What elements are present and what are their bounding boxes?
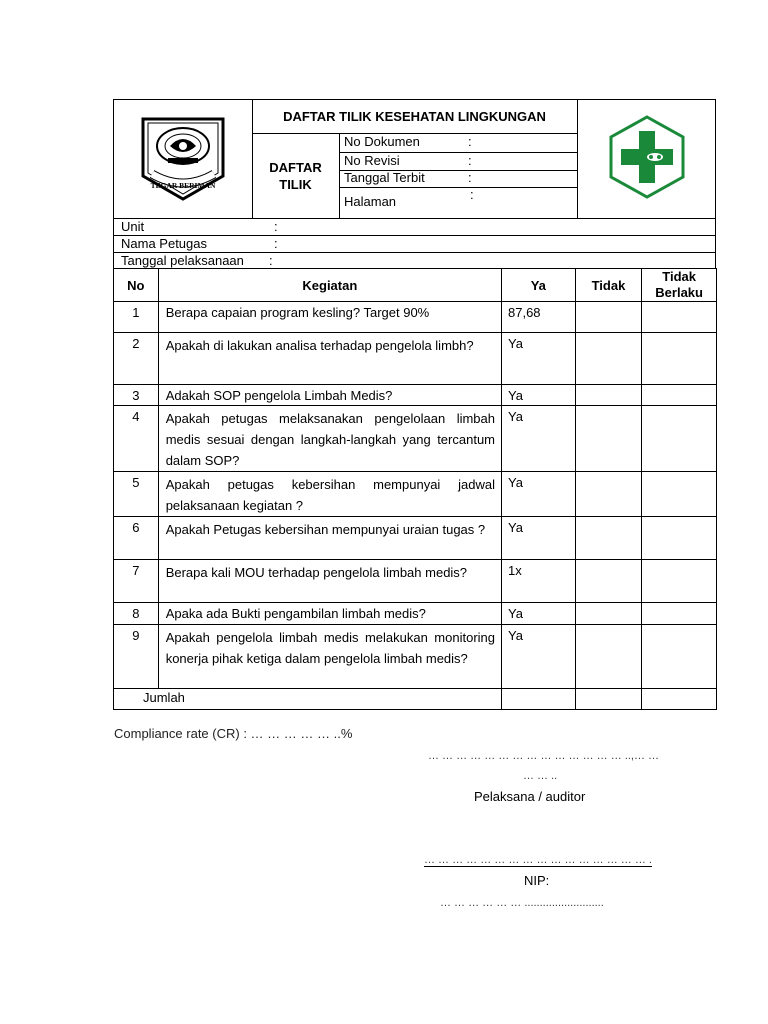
row-no: 4 xyxy=(132,409,140,424)
row-ya: 87,68 xyxy=(508,305,541,320)
table-row xyxy=(114,603,717,625)
meta-colon: : xyxy=(468,170,472,185)
row-kegiatan: Berapa capaian program kesling? Target 90% xyxy=(165,305,430,320)
row-no: 2 xyxy=(132,336,140,351)
row-no: 3 xyxy=(132,388,140,403)
row-tidak-cell[interactable] xyxy=(575,385,642,406)
row-tidak-berlaku-cell[interactable] xyxy=(642,385,717,406)
document-meta xyxy=(340,134,577,218)
svg-text:TEGAR BERIMAN: TEGAR BERIMAN xyxy=(150,181,216,190)
jumlah-tidak-berlaku-cell[interactable] xyxy=(642,689,717,710)
meta-label: Tanggal Terbit xyxy=(344,170,425,185)
row-kegiatan: Berapa kali MOU terhadap pengelola limbah medis? xyxy=(165,565,468,580)
row-tidak-cell[interactable] xyxy=(575,625,642,689)
table-header-row xyxy=(114,269,717,302)
row-tidak-berlaku-cell[interactable] xyxy=(642,625,717,689)
health-logo-cell xyxy=(577,100,715,218)
table-row xyxy=(114,333,717,385)
row-tidak-cell[interactable] xyxy=(575,472,642,517)
date-dots-line-2: … … .. xyxy=(523,770,558,782)
header-tidak-berlaku-line2: Berlaku xyxy=(655,285,703,300)
daftar-tilik-label xyxy=(252,134,340,218)
info-nama-petugas xyxy=(113,236,716,253)
jumlah-label: Jumlah xyxy=(143,690,185,705)
table-row xyxy=(114,517,717,560)
row-tidak-cell[interactable] xyxy=(575,517,642,560)
row-no: 9 xyxy=(132,628,140,643)
header-tidak-berlaku-line1: Tidak xyxy=(662,269,696,284)
row-no: 8 xyxy=(132,606,140,621)
auditor-role: Pelaksana / auditor xyxy=(474,789,586,804)
row-kegiatan: Apakah di lakukan analisa terhadap pengelola limbh? xyxy=(165,338,474,353)
row-tidak-berlaku-cell[interactable] xyxy=(642,406,717,472)
info-colon: : xyxy=(274,236,278,251)
meta-colon: : xyxy=(468,134,472,149)
header-kegiatan: Kegiatan xyxy=(158,269,501,302)
row-tidak-berlaku-cell[interactable] xyxy=(642,302,717,333)
meta-no-revisi xyxy=(340,153,577,171)
row-no: 6 xyxy=(132,520,140,535)
row-ya: Ya xyxy=(508,336,523,351)
header-no: No xyxy=(114,269,159,302)
jumlah-ya-cell[interactable] xyxy=(502,689,576,710)
row-kegiatan: Apakah petugas kebersihan mempunyai jadwal pelaksanaan kegiatan ? xyxy=(165,477,495,513)
meta-label: No Revisi xyxy=(344,153,400,168)
row-ya: Ya xyxy=(508,388,523,403)
row-tidak-berlaku-cell[interactable] xyxy=(642,333,717,385)
row-kegiatan: Apakah petugas melaksanakan pengelolaan limbah medis sesuai dengan langkah-langkah yang tercantum dalam SOP? xyxy=(165,411,495,468)
row-tidak-cell[interactable] xyxy=(575,302,642,333)
row-ya: Ya xyxy=(508,520,523,535)
title-cell xyxy=(252,100,578,218)
row-ya: Ya xyxy=(508,628,523,643)
meta-halaman xyxy=(340,188,577,218)
table-row xyxy=(114,625,717,689)
meta-no-dokumen xyxy=(340,134,577,153)
info-label: Tanggal pelaksanaan xyxy=(121,253,244,268)
row-ya: Ya xyxy=(508,606,523,621)
info-tanggal-pelaksanaan xyxy=(113,253,716,269)
signature-line: … … … … … … … … … … … … … … … … . xyxy=(424,854,652,866)
row-tidak-berlaku-cell[interactable] xyxy=(642,603,717,625)
row-no: 5 xyxy=(132,475,140,490)
row-kegiatan: Apakah Petugas kebersihan mempunyai uraian tugas ? xyxy=(165,522,486,537)
table-row xyxy=(114,472,717,517)
info-label: Unit xyxy=(121,219,145,234)
row-tidak-cell[interactable] xyxy=(575,406,642,472)
header-ya: Ya xyxy=(502,269,576,302)
table-row xyxy=(114,406,717,472)
table-row xyxy=(114,560,717,603)
row-ya: Ya xyxy=(508,475,523,490)
meta-colon: : xyxy=(468,153,472,168)
date-dots-line-1: … … … … … … … … … … … … … … ..,… … xyxy=(428,750,660,762)
jumlah-tidak-cell[interactable] xyxy=(575,689,642,710)
row-ya: Ya xyxy=(508,409,523,424)
logo-cell xyxy=(114,100,253,218)
document-header xyxy=(113,99,716,219)
row-kegiatan: Adakah SOP pengelola Limbah Medis? xyxy=(165,388,393,403)
document-title: DAFTAR TILIK KESEHATAN LINGKUNGAN xyxy=(252,100,577,134)
meta-label: Halaman xyxy=(344,194,397,209)
header-tidak-berlaku xyxy=(642,269,717,302)
daftar-line-2: TILIK xyxy=(279,177,312,192)
meta-label: No Dokumen xyxy=(344,134,420,149)
table-row xyxy=(114,302,717,333)
row-tidak-berlaku-cell[interactable] xyxy=(642,472,717,517)
meta-tanggal-terbit xyxy=(340,171,577,188)
info-label: Nama Petugas xyxy=(121,236,207,251)
row-tidak-cell[interactable] xyxy=(575,333,642,385)
row-tidak-berlaku-cell[interactable] xyxy=(642,560,717,603)
jumlah-row xyxy=(114,689,717,710)
daftar-line-1: DAFTAR xyxy=(269,160,322,175)
row-tidak-cell[interactable] xyxy=(575,560,642,603)
row-tidak-cell[interactable] xyxy=(575,603,642,625)
meta-colon: : xyxy=(470,187,474,202)
compliance-rate: Compliance rate (CR) : … … … … … ..% xyxy=(114,726,353,741)
info-unit xyxy=(113,219,716,236)
health-cross-icon xyxy=(605,115,689,199)
header-tidak: Tidak xyxy=(575,269,642,302)
nip-label: NIP: xyxy=(524,873,550,888)
row-kegiatan: Apakah pengelola limbah medis melakukan monitoring konerja pihak ketiga dalam pengelola limbah medis? xyxy=(165,630,495,666)
row-kegiatan: Apaka ada Bukti pengambilan limbah medis? xyxy=(165,606,426,621)
info-colon: : xyxy=(269,253,273,268)
row-no: 7 xyxy=(132,563,140,578)
regency-emblem-icon xyxy=(138,116,228,202)
row-no: 1 xyxy=(132,305,140,320)
row-tidak-berlaku-cell[interactable] xyxy=(642,517,717,560)
table-row xyxy=(114,385,717,406)
nip-dots: … … … … … … .......................... xyxy=(440,897,604,909)
info-colon: : xyxy=(274,219,278,234)
checklist-table xyxy=(113,268,717,710)
row-ya: 1x xyxy=(508,563,522,578)
